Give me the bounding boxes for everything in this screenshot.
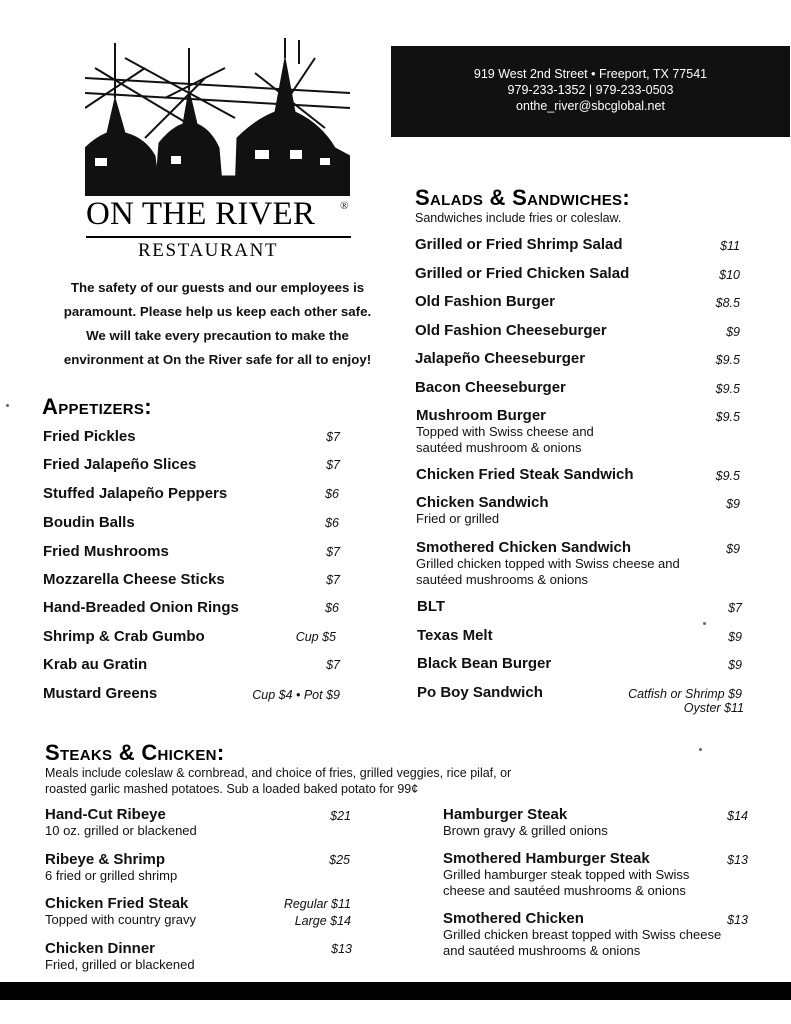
item-price: $9 bbox=[726, 325, 740, 339]
item-name: Chicken Fried Steak Sandwich bbox=[416, 466, 634, 483]
item-description: Fried, grilled or blackened bbox=[45, 957, 195, 972]
item-price: $9 bbox=[726, 497, 740, 511]
item-price: Regular $11 bbox=[283, 897, 351, 911]
item-description: Topped with country gravy bbox=[45, 912, 197, 927]
menu-item bbox=[43, 656, 147, 673]
menu-item bbox=[443, 910, 721, 959]
menu-item bbox=[43, 456, 196, 473]
menu-item bbox=[415, 236, 623, 253]
menu-item bbox=[45, 895, 196, 928]
item-price: Catfish or Shrimp $9 bbox=[628, 687, 742, 701]
menu-item bbox=[45, 851, 177, 884]
item-price: $6 bbox=[325, 601, 339, 615]
logo-subtitle: RESTAURANT bbox=[138, 240, 279, 261]
item-description: 6 fried or grilled shrimp bbox=[45, 868, 178, 883]
item-price: Cup $5 bbox=[295, 630, 336, 644]
item-name: Po Boy Sandwich bbox=[417, 684, 543, 701]
logo-shrimp-boats-illustration bbox=[85, 38, 350, 196]
contact-phones: 979-233-1352 | 979-233-0503 bbox=[507, 83, 674, 97]
safety-line: The safety of our guests and our employees is bbox=[70, 280, 365, 295]
item-price: $9.5 bbox=[715, 382, 740, 396]
item-description: Fried or grilled bbox=[416, 511, 500, 526]
item-description: Grilled chicken topped with Swiss cheese and bbox=[416, 556, 680, 571]
item-description: 10 oz. grilled or blackened bbox=[45, 823, 197, 838]
item-description: sautéed mushroom & onions bbox=[416, 440, 582, 455]
menu-item bbox=[43, 685, 157, 702]
item-description: sautéed mushrooms & onions bbox=[416, 572, 588, 587]
item-description: Brown gravy & grilled onions bbox=[443, 823, 608, 838]
item-name: Hand-Cut Ribeye bbox=[45, 806, 166, 823]
item-price: Oyster $11 bbox=[683, 701, 744, 715]
menu-item bbox=[415, 379, 566, 396]
logo-divider bbox=[86, 236, 351, 238]
item-price: $13 bbox=[727, 853, 748, 867]
item-price: $7 bbox=[326, 573, 340, 587]
menu-item bbox=[443, 850, 689, 899]
item-price: $9.5 bbox=[715, 410, 740, 424]
item-price: $9.5 bbox=[715, 469, 740, 483]
contact-email: onthe_river@sbcglobal.net bbox=[516, 99, 665, 113]
item-price: $25 bbox=[329, 853, 350, 867]
item-price: $9.5 bbox=[715, 353, 740, 367]
item-name: Boudin Balls bbox=[43, 514, 135, 531]
registered-mark: ® bbox=[340, 200, 349, 212]
menu-item bbox=[43, 571, 225, 588]
menu-item bbox=[415, 293, 555, 310]
item-price: $13 bbox=[331, 942, 352, 956]
item-name: Bacon Cheeseburger bbox=[415, 379, 566, 396]
item-description: Grilled chicken breast topped with Swiss cheese bbox=[443, 927, 722, 942]
item-price: $9 bbox=[728, 658, 742, 672]
item-description: Topped with Swiss cheese and bbox=[416, 424, 594, 439]
steaks-note: roasted garlic mashed potatoes. Sub a loaded baked potato for 99¢ bbox=[45, 782, 419, 796]
item-name: Grilled or Fried Shrimp Salad bbox=[415, 236, 623, 253]
steaks-title: Steaks & Chicken: bbox=[45, 740, 225, 765]
item-price: $8.5 bbox=[715, 296, 740, 310]
item-name: Fried Jalapeño Slices bbox=[43, 456, 197, 473]
appetizers-title: Appetizers: bbox=[42, 394, 152, 419]
contact-box bbox=[391, 46, 790, 137]
menu-item bbox=[43, 599, 239, 616]
menu-item bbox=[417, 598, 445, 615]
scan-speck bbox=[703, 622, 706, 625]
safety-line: environment at On the River safe for all to enjoy! bbox=[63, 352, 372, 367]
item-name: Jalapeño Cheeseburger bbox=[415, 350, 586, 367]
menu-item bbox=[416, 494, 549, 527]
item-description: and sautéed mushrooms & onions bbox=[443, 943, 641, 958]
menu-item bbox=[43, 428, 136, 445]
item-name: Hamburger Steak bbox=[443, 806, 568, 823]
item-name: Fried Pickles bbox=[43, 428, 136, 445]
scan-speck bbox=[699, 748, 702, 751]
menu-item bbox=[443, 806, 608, 839]
menu-item bbox=[43, 485, 227, 502]
contact-address: 919 West 2nd Street • Freeport, TX 77541 bbox=[473, 67, 708, 81]
item-price: $7 bbox=[326, 545, 340, 559]
item-name: Mushroom Burger bbox=[416, 407, 547, 424]
item-price: Cup $4 • Pot $9 bbox=[252, 688, 340, 702]
item-name: Old Fashion Burger bbox=[415, 293, 556, 310]
item-name: Chicken Fried Steak bbox=[45, 895, 189, 912]
menu-item bbox=[45, 806, 197, 839]
logo-name: ON THE RIVER bbox=[86, 196, 316, 232]
item-name: Mustard Greens bbox=[43, 685, 158, 702]
item-price: $21 bbox=[330, 809, 351, 823]
item-price: $9 bbox=[728, 630, 742, 644]
item-name: Mozzarella Cheese Sticks bbox=[43, 571, 225, 588]
item-name: Ribeye & Shrimp bbox=[45, 851, 166, 868]
menu-item bbox=[415, 322, 607, 339]
item-description: Grilled hamburger steak topped with Swiss bbox=[443, 867, 690, 882]
item-price: $7 bbox=[326, 658, 340, 672]
item-description: cheese and sautéed mushrooms & onions bbox=[443, 883, 686, 898]
item-price: Large $14 bbox=[294, 914, 351, 928]
item-price: $9 bbox=[726, 542, 740, 556]
menu-item bbox=[415, 265, 629, 282]
item-price: $7 bbox=[326, 430, 340, 444]
item-name: Smothered Chicken Sandwich bbox=[416, 539, 632, 556]
menu-item bbox=[417, 655, 551, 672]
menu-item bbox=[416, 466, 634, 483]
item-name: Chicken Sandwich bbox=[416, 494, 549, 511]
item-price: $6 bbox=[325, 487, 339, 501]
item-name: Texas Melt bbox=[417, 627, 493, 644]
footer-bar bbox=[0, 982, 791, 1000]
item-name: Smothered Hamburger Steak bbox=[443, 850, 650, 867]
steaks-note: Meals include coleslaw & cornbread, and choice of fries, grilled veggies, rice pilaf, or bbox=[45, 766, 512, 780]
menu-item bbox=[416, 539, 680, 588]
salads-note: Sandwiches include fries or coleslaw. bbox=[415, 211, 622, 225]
item-name: Fried Mushrooms bbox=[43, 543, 169, 560]
menu-item bbox=[415, 350, 585, 367]
item-name: Black Bean Burger bbox=[417, 655, 552, 672]
item-name: Krab au Gratin bbox=[43, 656, 148, 673]
item-price: $6 bbox=[325, 516, 339, 530]
safety-line: paramount. Please help us keep each other safe. bbox=[63, 304, 372, 319]
menu-item bbox=[43, 628, 205, 645]
item-name: Stuffed Jalapeño Peppers bbox=[43, 485, 228, 502]
salads-title: Salads & Sandwiches: bbox=[415, 185, 630, 210]
item-name: Shrimp & Crab Gumbo bbox=[43, 628, 205, 645]
item-price: $14 bbox=[727, 809, 748, 823]
item-name: Smothered Chicken bbox=[443, 910, 584, 927]
item-price: $10 bbox=[719, 268, 740, 282]
item-price: $13 bbox=[727, 913, 748, 927]
item-price: $7 bbox=[728, 601, 742, 615]
item-price: $11 bbox=[720, 239, 740, 253]
safety-line: We will take every precaution to make the bbox=[86, 328, 349, 343]
item-name: BLT bbox=[417, 598, 446, 615]
item-name: Hand-Breaded Onion Rings bbox=[43, 599, 239, 616]
menu-item bbox=[417, 627, 493, 644]
menu-item bbox=[417, 684, 543, 701]
menu-item bbox=[43, 543, 169, 560]
item-name: Old Fashion Cheeseburger bbox=[415, 322, 607, 339]
menu-item bbox=[45, 940, 195, 973]
item-name: Chicken Dinner bbox=[45, 940, 156, 957]
menu-item bbox=[416, 407, 594, 456]
scan-speck bbox=[6, 404, 9, 407]
item-name: Grilled or Fried Chicken Salad bbox=[415, 265, 630, 282]
item-price: $7 bbox=[326, 458, 340, 472]
safety-message bbox=[40, 276, 395, 372]
menu-item bbox=[43, 514, 135, 531]
